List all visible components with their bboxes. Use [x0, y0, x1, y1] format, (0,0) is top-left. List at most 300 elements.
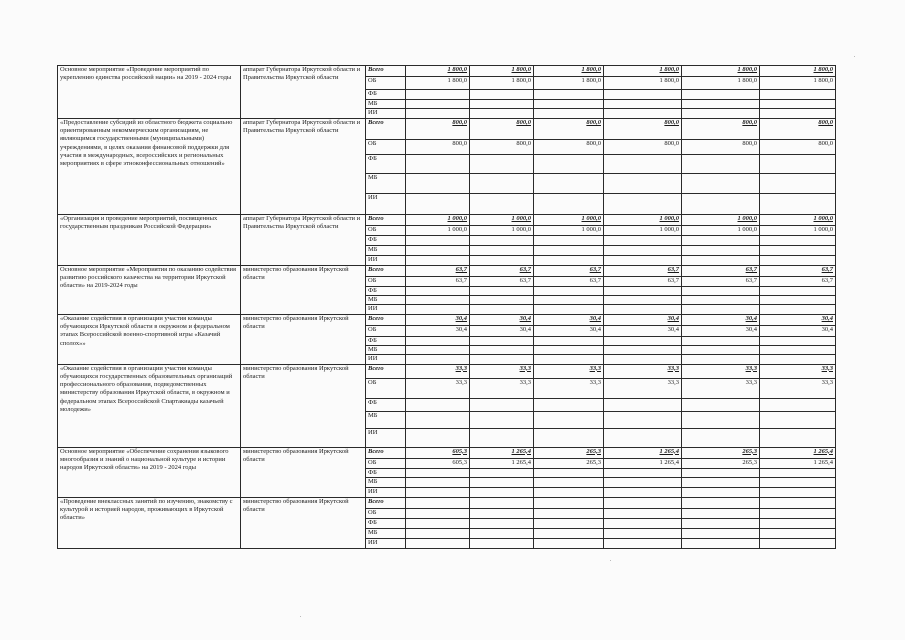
amount-cell: 1 000,0 [534, 225, 604, 235]
amount-cell [604, 518, 682, 528]
amount-cell [534, 398, 604, 411]
amount-cell [682, 286, 760, 295]
executor-cell: аппарат Губернатора Иркутской области и Правительства Иркутской области [241, 214, 366, 265]
amount-cell: 30,4 [604, 314, 682, 325]
scan-speck [610, 560, 611, 561]
funding-source-cell: МБ [366, 411, 406, 428]
amount-cell [470, 245, 534, 255]
amount-cell: 800,0 [534, 118, 604, 139]
amount-cell [604, 528, 682, 538]
amount-cell [760, 193, 836, 214]
amount-cell [682, 100, 760, 109]
amount-cell: 800,0 [604, 139, 682, 154]
amount-cell [406, 411, 470, 428]
amount-cell [760, 518, 836, 528]
funding-source-cell: МБ [366, 528, 406, 538]
amount-cell [534, 336, 604, 345]
amount-cell: 605,3 [406, 458, 470, 468]
table-row [58, 364, 836, 378]
funding-source-cell: Всего [366, 214, 406, 225]
amount-cell: 30,4 [760, 325, 836, 336]
amount-cell [406, 497, 470, 508]
amount-cell: 33,3 [682, 364, 760, 378]
amount-cell [760, 345, 836, 354]
amount-cell [604, 305, 682, 314]
amount-cell: 1 265,4 [604, 458, 682, 468]
amount-cell [534, 518, 604, 528]
amount-cell [604, 538, 682, 548]
amount-cell [470, 468, 534, 477]
table-row [58, 314, 836, 325]
amount-cell [682, 336, 760, 345]
amount-cell: 1 800,0 [682, 66, 760, 77]
amount-cell [604, 235, 682, 245]
amount-cell [760, 477, 836, 487]
amount-cell [470, 100, 534, 109]
amount-cell [406, 90, 470, 100]
amount-cell: 1 265,4 [604, 447, 682, 458]
amount-cell [470, 336, 534, 345]
amount-cell [470, 295, 534, 304]
amount-cell [534, 528, 604, 538]
executor-cell: министерство образования Иркутской области [241, 497, 366, 548]
funding-source-cell: Всего [366, 66, 406, 77]
amount-cell: 33,3 [406, 378, 470, 398]
budget-table [57, 65, 836, 549]
amount-cell [470, 286, 534, 295]
amount-cell: 800,0 [604, 118, 682, 139]
amount-cell [470, 154, 534, 173]
amount-cell [604, 508, 682, 518]
amount-cell [760, 90, 836, 100]
amount-cell [406, 528, 470, 538]
funding-source-cell: Всего [366, 447, 406, 458]
amount-cell [760, 100, 836, 109]
amount-cell: 1 800,0 [470, 77, 534, 90]
amount-cell [534, 305, 604, 314]
amount-cell [682, 345, 760, 354]
amount-cell [682, 468, 760, 477]
funding-source-cell: ОБ [366, 325, 406, 336]
funding-source-cell: ИИ [366, 355, 406, 364]
table-row [58, 118, 836, 139]
amount-cell [470, 193, 534, 214]
amount-cell [604, 193, 682, 214]
funding-source-cell: ФБ [366, 398, 406, 411]
amount-cell [534, 235, 604, 245]
amount-cell [534, 100, 604, 109]
table-row [58, 66, 836, 77]
amount-cell [406, 305, 470, 314]
funding-source-cell: ФБ [366, 518, 406, 528]
amount-cell [534, 286, 604, 295]
scan-speck [854, 56, 855, 57]
amount-cell: 1 000,0 [406, 214, 470, 225]
amount-cell: 800,0 [534, 139, 604, 154]
funding-source-cell: МБ [366, 100, 406, 109]
amount-cell [534, 468, 604, 477]
amount-cell [760, 109, 836, 118]
amount-cell: 1 800,0 [760, 66, 836, 77]
amount-cell: 33,3 [470, 364, 534, 378]
amount-cell [534, 109, 604, 118]
funding-source-cell: Всего [366, 118, 406, 139]
amount-cell: 1 000,0 [604, 225, 682, 235]
funding-source-cell: МБ [366, 173, 406, 193]
amount-cell [760, 428, 836, 447]
amount-cell [470, 235, 534, 245]
amount-cell [406, 286, 470, 295]
amount-cell [406, 100, 470, 109]
amount-cell [604, 173, 682, 193]
funding-source-cell: ОБ [366, 225, 406, 235]
amount-cell: 800,0 [760, 139, 836, 154]
amount-cell: 1 800,0 [534, 77, 604, 90]
amount-cell [534, 477, 604, 487]
amount-cell [534, 428, 604, 447]
amount-cell [470, 305, 534, 314]
amount-cell: 30,4 [406, 314, 470, 325]
amount-cell [760, 255, 836, 265]
activity-name-cell: «Оказание содействия в организации участия команды обучающихся Иркутской области в окружном и федеральном этапах Всероссийской военно-спортивной игры «Казачий сполох»» [58, 314, 241, 364]
funding-source-cell: ИИ [366, 538, 406, 548]
amount-cell [406, 193, 470, 214]
funding-source-cell: Всего [366, 265, 406, 276]
amount-cell [470, 345, 534, 354]
amount-cell: 33,3 [760, 364, 836, 378]
amount-cell [470, 355, 534, 364]
executor-cell: аппарат Губернатора Иркутской области и Правительства Иркутской области [241, 66, 366, 119]
amount-cell: 800,0 [470, 139, 534, 154]
amount-cell [534, 173, 604, 193]
amount-cell: 63,7 [760, 265, 836, 276]
amount-cell [682, 193, 760, 214]
activity-name-cell: Основное мероприятие «Обеспечение сохранения языкового многообразия и знаний о национальной культуре и истории народов Иркутской области» на 2019 - 2024 годы [58, 447, 241, 497]
amount-cell: 63,7 [682, 265, 760, 276]
activity-name-cell: «Предоставление субсидий из областного бюджета социально ориентированным некоммерческим организациям, не являющимся государственными (муниципальными) учреждениями, в целях оказания финансовой поддержки для участия в международных, всероссийских и региональных мероприятиях в сфере этноконфессиональных отношений» [58, 118, 241, 214]
amount-cell [682, 518, 760, 528]
amount-cell: 1 265,4 [470, 458, 534, 468]
amount-cell [406, 245, 470, 255]
funding-source-cell: ФБ [366, 286, 406, 295]
amount-cell [604, 286, 682, 295]
amount-cell [470, 497, 534, 508]
amount-cell: 30,4 [470, 314, 534, 325]
amount-cell: 63,7 [604, 265, 682, 276]
amount-cell [682, 154, 760, 173]
executor-cell: министерство образования Иркутской области [241, 265, 366, 314]
funding-source-cell: ИИ [366, 487, 406, 497]
activity-name-cell: «Организация и проведение мероприятий, посвященных государственным праздникам Российской Федерации» [58, 214, 241, 265]
amount-cell: 1 000,0 [534, 214, 604, 225]
funding-source-cell: ИИ [366, 193, 406, 214]
amount-cell [534, 345, 604, 354]
amount-cell: 1 800,0 [682, 77, 760, 90]
table-row [58, 265, 836, 276]
amount-cell: 30,4 [534, 325, 604, 336]
amount-cell [406, 428, 470, 447]
amount-cell: 1 000,0 [760, 225, 836, 235]
amount-cell: 63,7 [406, 276, 470, 286]
amount-cell [604, 428, 682, 447]
amount-cell [534, 411, 604, 428]
amount-cell [682, 235, 760, 245]
amount-cell [682, 538, 760, 548]
amount-cell [604, 90, 682, 100]
amount-cell: 33,3 [682, 378, 760, 398]
amount-cell [470, 109, 534, 118]
executor-cell: министерство образования Иркутской области [241, 314, 366, 364]
executor-cell: аппарат Губернатора Иркутской области и Правительства Иркутской области [241, 118, 366, 214]
amount-cell [682, 508, 760, 518]
amount-cell [760, 235, 836, 245]
amount-cell: 800,0 [470, 118, 534, 139]
funding-source-cell: МБ [366, 295, 406, 304]
amount-cell: 1 000,0 [470, 214, 534, 225]
amount-cell [406, 477, 470, 487]
amount-cell [406, 336, 470, 345]
amount-cell [406, 295, 470, 304]
amount-cell [406, 538, 470, 548]
funding-source-cell: ОБ [366, 276, 406, 286]
funding-source-cell: Всего [366, 497, 406, 508]
amount-cell [760, 538, 836, 548]
amount-cell [470, 255, 534, 265]
amount-cell: 800,0 [406, 139, 470, 154]
funding-source-cell: ОБ [366, 508, 406, 518]
amount-cell [406, 487, 470, 497]
executor-cell: министерство образования Иркутской области [241, 364, 366, 447]
amount-cell [760, 487, 836, 497]
amount-cell: 1 800,0 [604, 66, 682, 77]
amount-cell: 1 000,0 [470, 225, 534, 235]
amount-cell: 1 000,0 [682, 214, 760, 225]
amount-cell: 30,4 [682, 314, 760, 325]
amount-cell [760, 154, 836, 173]
amount-cell: 30,4 [760, 314, 836, 325]
amount-cell: 33,3 [534, 364, 604, 378]
amount-cell [406, 508, 470, 518]
amount-cell: 1 265,4 [760, 458, 836, 468]
amount-cell [682, 173, 760, 193]
amount-cell [406, 235, 470, 245]
amount-cell [604, 295, 682, 304]
amount-cell [604, 100, 682, 109]
executor-cell: министерство образования Иркутской области [241, 447, 366, 497]
amount-cell [682, 109, 760, 118]
funding-source-cell: ИИ [366, 255, 406, 265]
amount-cell: 63,7 [534, 265, 604, 276]
amount-cell [470, 508, 534, 518]
amount-cell [682, 477, 760, 487]
amount-cell [682, 528, 760, 538]
funding-source-cell: ИИ [366, 305, 406, 314]
amount-cell [470, 538, 534, 548]
amount-cell [760, 173, 836, 193]
amount-cell: 1 000,0 [604, 214, 682, 225]
amount-cell [682, 305, 760, 314]
amount-cell [760, 295, 836, 304]
funding-source-cell: ФБ [366, 235, 406, 245]
amount-cell [604, 497, 682, 508]
activity-name-cell: «Проведение внеклассных занятий по изучению, знакомству с культурой и историей народов, проживающих в Иркутской области» [58, 497, 241, 548]
funding-source-cell: Всего [366, 314, 406, 325]
amount-cell [470, 528, 534, 538]
funding-source-cell: ФБ [366, 468, 406, 477]
amount-cell [406, 345, 470, 354]
amount-cell [534, 245, 604, 255]
amount-cell: 1 800,0 [760, 77, 836, 90]
amount-cell: 265,3 [534, 458, 604, 468]
amount-cell: 33,3 [534, 378, 604, 398]
amount-cell [760, 468, 836, 477]
amount-cell [604, 336, 682, 345]
activity-name-cell: Основное мероприятие «Мероприятия по оказанию содействия развитию российского казачества на территории Иркутской области» на 2019-2024 годы [58, 265, 241, 314]
amount-cell [760, 497, 836, 508]
amount-cell [604, 477, 682, 487]
amount-cell: 30,4 [406, 325, 470, 336]
amount-cell [470, 398, 534, 411]
funding-source-cell: ФБ [366, 90, 406, 100]
amount-cell [406, 154, 470, 173]
amount-cell: 1 800,0 [406, 66, 470, 77]
amount-cell [534, 355, 604, 364]
amount-cell [470, 518, 534, 528]
amount-cell [682, 90, 760, 100]
amount-cell [534, 295, 604, 304]
amount-cell [406, 173, 470, 193]
amount-cell [406, 355, 470, 364]
amount-cell [534, 193, 604, 214]
funding-source-cell: ОБ [366, 458, 406, 468]
funding-source-cell: ИИ [366, 428, 406, 447]
amount-cell [534, 487, 604, 497]
amount-cell [604, 468, 682, 477]
amount-cell [470, 487, 534, 497]
amount-cell [760, 398, 836, 411]
amount-cell: 265,3 [682, 447, 760, 458]
scan-speck [300, 616, 301, 617]
amount-cell: 33,3 [470, 378, 534, 398]
amount-cell [682, 355, 760, 364]
amount-cell: 33,3 [604, 378, 682, 398]
amount-cell [470, 428, 534, 447]
amount-cell [682, 411, 760, 428]
amount-cell: 30,4 [470, 325, 534, 336]
amount-cell: 63,7 [470, 265, 534, 276]
amount-cell [760, 355, 836, 364]
amount-cell: 30,4 [534, 314, 604, 325]
amount-cell [760, 528, 836, 538]
amount-cell: 30,4 [604, 325, 682, 336]
table-row [58, 214, 836, 225]
amount-cell: 63,7 [604, 276, 682, 286]
amount-cell: 1 800,0 [406, 77, 470, 90]
amount-cell [534, 508, 604, 518]
amount-cell [406, 398, 470, 411]
amount-cell [534, 255, 604, 265]
amount-cell [682, 497, 760, 508]
amount-cell [534, 497, 604, 508]
amount-cell: 800,0 [682, 139, 760, 154]
amount-cell: 1 000,0 [760, 214, 836, 225]
amount-cell: 1 800,0 [534, 66, 604, 77]
amount-cell [406, 518, 470, 528]
amount-cell: 33,3 [760, 378, 836, 398]
amount-cell [760, 245, 836, 255]
amount-cell: 1 800,0 [470, 66, 534, 77]
amount-cell: 1 000,0 [682, 225, 760, 235]
amount-cell: 63,7 [760, 276, 836, 286]
amount-cell [534, 538, 604, 548]
funding-source-cell: Всего [366, 364, 406, 378]
amount-cell: 1 000,0 [406, 225, 470, 235]
amount-cell [760, 411, 836, 428]
amount-cell [760, 305, 836, 314]
table-row [58, 497, 836, 508]
amount-cell [470, 411, 534, 428]
amount-cell [760, 336, 836, 345]
funding-source-cell: ОБ [366, 77, 406, 90]
amount-cell [604, 355, 682, 364]
amount-cell [760, 508, 836, 518]
amount-cell [682, 428, 760, 447]
funding-source-cell: ИИ [366, 109, 406, 118]
amount-cell [470, 477, 534, 487]
amount-cell: 1 265,4 [470, 447, 534, 458]
funding-source-cell: ФБ [366, 154, 406, 173]
activity-name-cell: Основное мероприятие «Проведение мероприятий по укреплению единства российской нации» на 2019 - 2024 годы [58, 66, 241, 119]
amount-cell: 30,4 [682, 325, 760, 336]
amount-cell: 605,3 [406, 447, 470, 458]
amount-cell: 63,7 [682, 276, 760, 286]
amount-cell [470, 173, 534, 193]
amount-cell: 33,3 [604, 364, 682, 378]
amount-cell [682, 245, 760, 255]
funding-source-cell: ФБ [366, 336, 406, 345]
funding-source-cell: ОБ [366, 139, 406, 154]
funding-source-cell: МБ [366, 345, 406, 354]
amount-cell [682, 295, 760, 304]
amount-cell [682, 255, 760, 265]
activity-name-cell: «Оказание содействия в организации участия команды обучающихся государственных образовательных организаций профессионального образования, подведомственных министерству образования Иркутской области, в окружном и федеральном этапах Всероссийской Спартакиады казачьей молодежи» [58, 364, 241, 447]
amount-cell [682, 398, 760, 411]
amount-cell [604, 154, 682, 173]
amount-cell: 800,0 [682, 118, 760, 139]
amount-cell [534, 154, 604, 173]
amount-cell [406, 109, 470, 118]
amount-cell [534, 90, 604, 100]
amount-cell [604, 255, 682, 265]
amount-cell [604, 245, 682, 255]
funding-source-cell: ОБ [366, 378, 406, 398]
amount-cell: 1 800,0 [604, 77, 682, 90]
amount-cell: 800,0 [760, 118, 836, 139]
amount-cell [604, 487, 682, 497]
amount-cell [604, 411, 682, 428]
amount-cell: 33,3 [406, 364, 470, 378]
funding-source-cell: МБ [366, 245, 406, 255]
amount-cell: 265,3 [682, 458, 760, 468]
amount-cell [470, 90, 534, 100]
amount-cell [406, 468, 470, 477]
amount-cell [406, 255, 470, 265]
amount-cell: 1 265,4 [760, 447, 836, 458]
amount-cell: 800,0 [406, 118, 470, 139]
amount-cell: 63,7 [406, 265, 470, 276]
amount-cell [760, 286, 836, 295]
amount-cell [682, 487, 760, 497]
